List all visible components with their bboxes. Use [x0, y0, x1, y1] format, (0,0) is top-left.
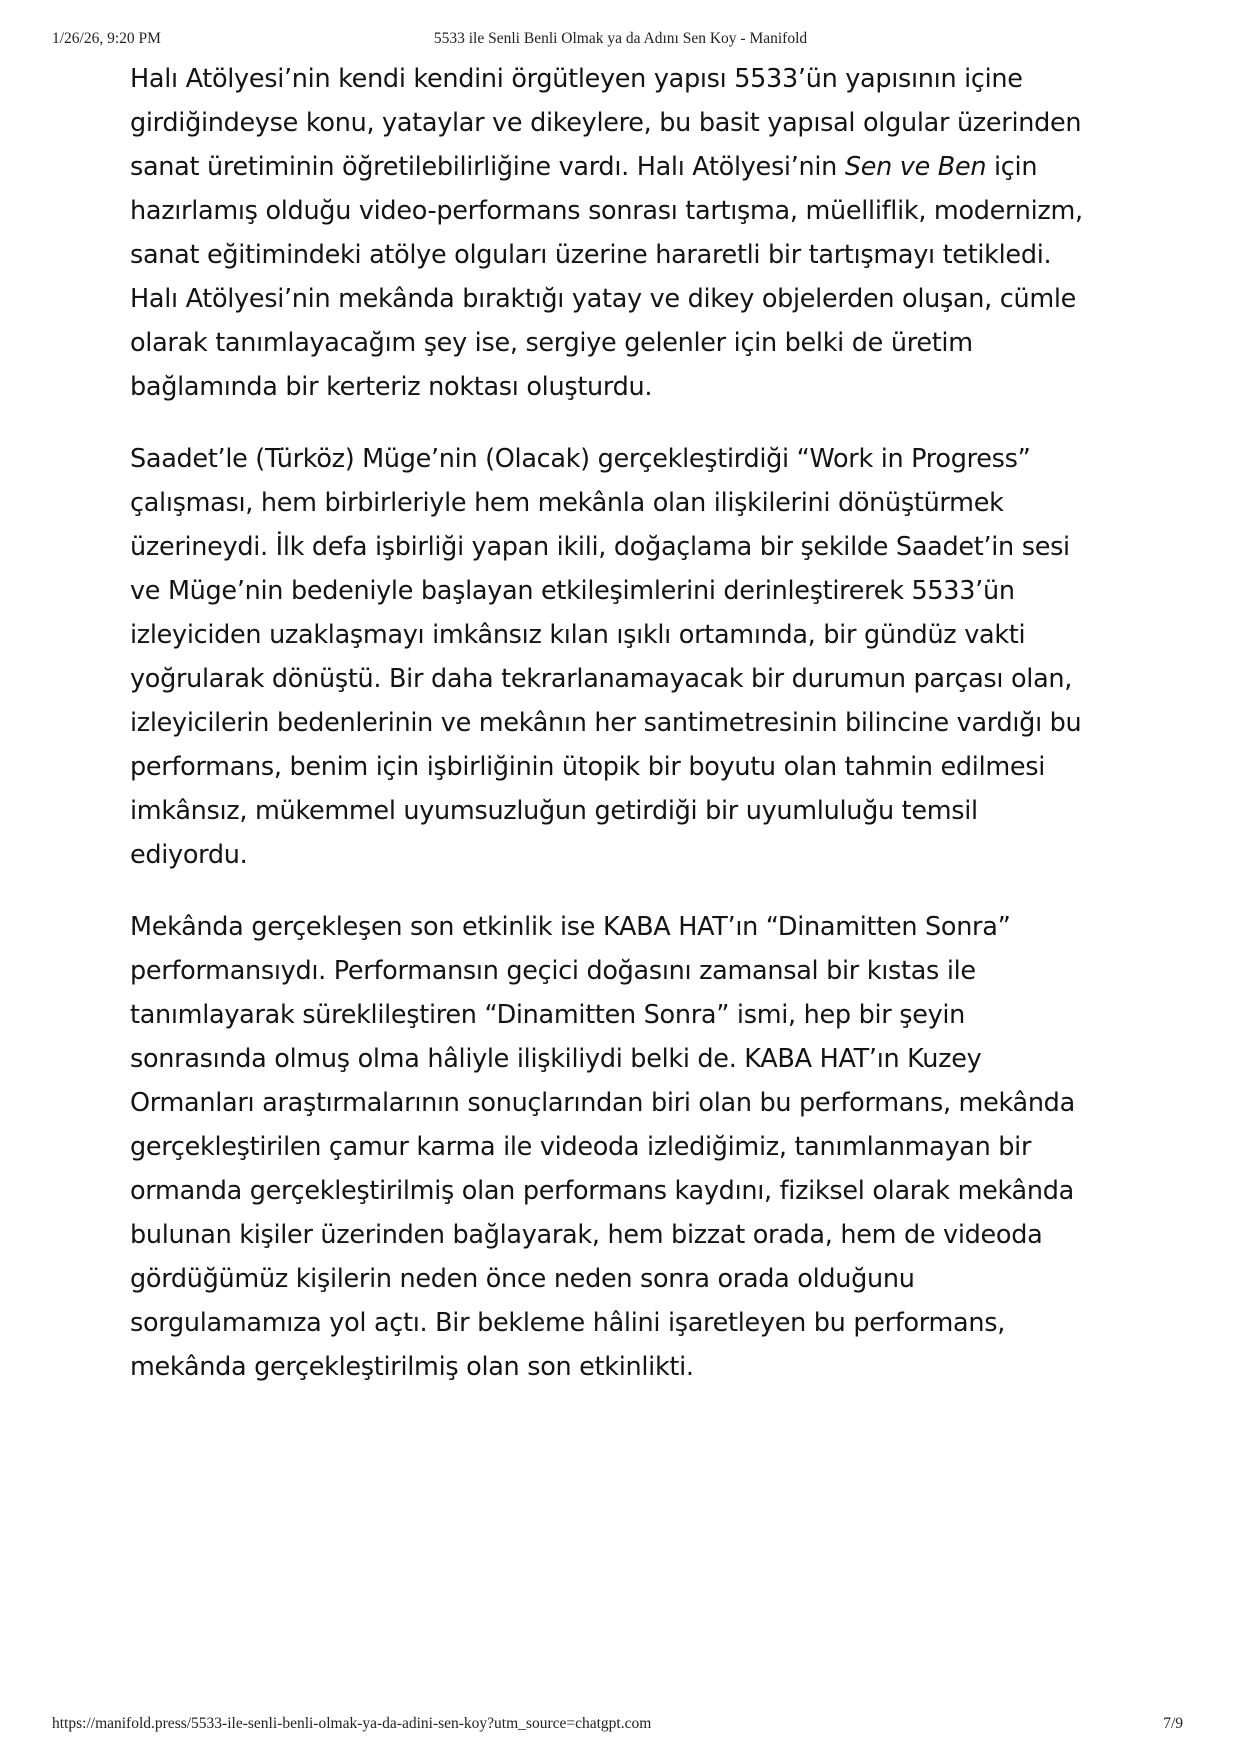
- artwork-title-sen-ve-ben: Sen ve Ben: [844, 152, 987, 182]
- print-footer: [52, 1715, 1189, 1739]
- article-body: [130, 57, 1090, 1417]
- print-url: https://manifold.press/5533-ile-senli-benli-olmak-ya-da-adini-sen-koy?utm_source=chatgpt.com: [52, 1715, 652, 1732]
- paragraph-1-text-b: için hazırlamış olduğu video-performans sonrası tartışma, müelliflik, modernizm, sanat eğitimindeki atölye olguları üzerine hararetli bir tartışmayı tetikledi. Halı Atölyesi’nin mekânda bıraktığı yatay ve dikey objelerden oluşan, cümle olarak tanımlayacağım şey ise, sergiye gelenler için belki de üretim bağlamında bir kerteriz noktası oluşturdu.: [130, 152, 1083, 402]
- print-datetime: 1/26/26, 9:20 PM: [52, 30, 161, 47]
- print-page-title: 5533 ile Senli Benli Olmak ya da Adını Sen Koy - Manifold: [433, 30, 808, 47]
- article-paragraph-1: [130, 57, 1090, 409]
- paragraph-1-text-a: Halı Atölyesi’nin kendi kendini örgütleyen yapısı 5533’ün yapısının içine girdiğindeyse konu, yataylar ve dikeylere, bu basit yapısal olgular üzerinden sanat üretiminin öğretilebilirliğine vardı. Halı Atölyesi’nin: [130, 64, 1082, 182]
- article-paragraph-2: Saadet’le (Türköz) Müge’nin (Olacak) gerçekleştirdiği “Work in Progress” çalışması, hem birbirleriyle hem mekânla olan ilişkilerini dönüştürmek üzerineydi. İlk defa işbirliği yapan ikili, doğaçlama bir şekilde Saadet’in sesi ve Müge’nin bedeniyle başlayan etkileşimlerini derinleştirerek 5533’ün izleyiciden uzaklaşmayı imkânsız kılan ışıklı ortamında, bir gündüz vakti yoğrularak dönüştü. Bir daha tekrarlanamayacak bir durumun parçası olan, izleyicilerin bedenlerinin ve mekânın her santimetresinin bilincine vardığı bu performans, benim için işbirliğinin ütopik bir boyutu olan tahmin edilmesi imkânsız, mükemmel uyumsuzluğun getirdiği bir uyumluluğu temsil ediyordu.: [130, 444, 1082, 870]
- page-number: 7/9: [1163, 1715, 1183, 1732]
- article-paragraph-3: Mekânda gerçekleşen son etkinlik ise KABA HAT’ın “Dinamitten Sonra” performansıydı. Performansın geçici doğasını zamansal bir kıstas ile tanımlayarak süreklileştiren “Dinamitten Sonra” ismi, hep bir şeyin sonrasında olmuş olma hâliyle ilişkiliydi belki de. KABA HAT’ın Kuzey Ormanları araştırmalarının sonuçlarından biri olan bu performans, mekânda gerçekleştirilen çamur karma ile videoda izlediğimiz, tanımlanmayan bir ormanda gerçekleştirilmiş olan performans kaydını, fiziksel olarak mekânda bulunan kişiler üzerinden bağlayarak, hem bizzat orada, hem de videoda gördüğümüz kişilerin neden önce neden sonra orada olduğunu sorgulamamıza yol açtı. Bir bekleme hâlini işaretleyen bu performans, mekânda gerçekleştirilmiş olan son etkinlikti.: [130, 912, 1075, 1382]
- print-header: [52, 30, 1189, 54]
